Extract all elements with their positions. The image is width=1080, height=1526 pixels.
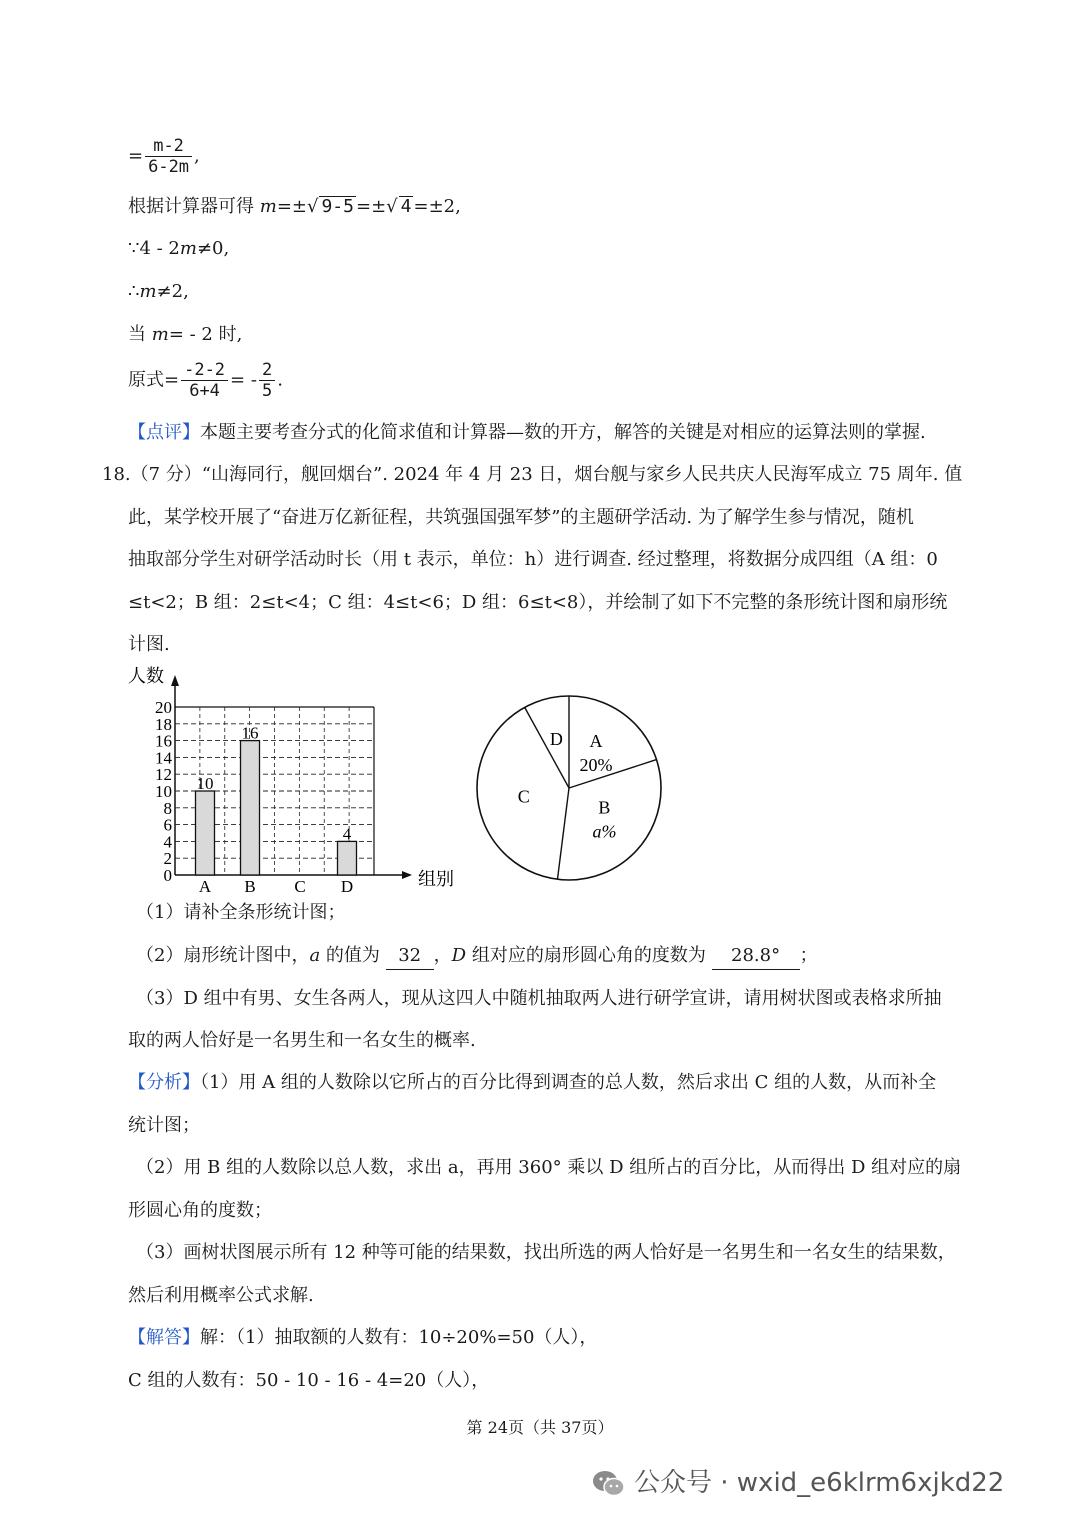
slice-value-A: 20% bbox=[579, 754, 613, 775]
analysis-line-1: 【分析】（1）用 A 组的人数除以它所占的百分比得到调查的总人数，然后求出 C 组的人数，从而补全 bbox=[128, 1072, 937, 1093]
y-tick-label: 0 bbox=[163, 866, 172, 885]
answer-blank-a: 32 bbox=[386, 943, 434, 970]
pie-chart bbox=[472, 693, 672, 893]
slice-label-A: A bbox=[589, 730, 603, 751]
y-tick-label: 18 bbox=[155, 714, 172, 734]
answer-tag: 【解答】 bbox=[128, 1327, 200, 1348]
part-1: （1）请补全条形统计图； bbox=[136, 902, 346, 923]
analysis-line-4: 形圆心角的度数； bbox=[128, 1200, 272, 1221]
y-tick-label: 2 bbox=[163, 849, 172, 869]
part-3-line-1: （3）D 组中有男、女生各两人，现从这四人中随机抽取两人进行研学宣讲，请用树状图或表格求所抽 bbox=[136, 988, 942, 1009]
y-tick-label: 20 bbox=[155, 698, 172, 717]
fraction-original: $\frac{-2-2}{6+4}$ bbox=[181, 360, 228, 401]
solution-line-2: 根据计算器可得 m=±√ 9-5 =±√ 4 =±2, bbox=[128, 196, 461, 217]
x-tick-label-A: A bbox=[198, 877, 212, 895]
answer-blank-angle: 28.8° bbox=[712, 943, 800, 970]
y-tick-label: 8 bbox=[163, 798, 172, 818]
data-label-B: 16 bbox=[241, 723, 259, 743]
y-axis-arrow bbox=[171, 675, 179, 686]
solution-line-1: = $\frac{m-2}{6-2m}$ , bbox=[128, 136, 200, 177]
radical-4: 4 bbox=[400, 196, 412, 217]
question-18-line-1: 18.（7 分）“山海同行，舰回烟台”. 2024 年 4 月 23 日，烟台舰与家乡人民共庆人民海军成立 75 周年. 值 bbox=[102, 464, 963, 485]
fraction-m-minus-2: $\frac{m-2}{6-2m}$ bbox=[145, 136, 192, 177]
y-tick-label: 10 bbox=[155, 782, 172, 801]
bar-B bbox=[241, 741, 260, 875]
y-tick-label: 4 bbox=[163, 832, 172, 852]
wechat-icon bbox=[592, 1470, 626, 1498]
question-18-line-5: 计图. bbox=[128, 634, 170, 655]
bar-D bbox=[338, 841, 357, 875]
page-footer: 第 24页（共 37页） bbox=[466, 1418, 614, 1437]
equals-sign: = bbox=[128, 145, 144, 167]
comment-line: 【点评】本题主要考查分式的化简求值和计算器—数的开方，解答的关键是对相应的运算法则的掌握. bbox=[128, 422, 926, 443]
slice-label-B: B bbox=[598, 797, 611, 818]
y-axis-label: 人数 bbox=[128, 666, 164, 686]
analysis-line-5: （3）画树状图展示所有 12 种等可能的结果数，找出所选的两人恰好是一名男生和一名女生的结果数， bbox=[136, 1242, 956, 1263]
y-tick-label: 14 bbox=[155, 748, 172, 768]
watermark: 公众号 · wxid_e6klrm6xjkd22 bbox=[592, 1462, 1004, 1499]
analysis-line-2: 统计图； bbox=[128, 1115, 200, 1136]
comment-tag: 【点评】 bbox=[128, 422, 200, 443]
solution-line-3: ∵4 - 2m≠0, bbox=[128, 238, 230, 259]
question-18-line-4: ≤t<2；B 组：2≤t<4；C 组：4≤t<6；D 组：6≤t<8），并绘制了如下不完整的条形统计图和扇形统 bbox=[128, 592, 948, 613]
question-18-line-3: 抽取部分学生对研学活动时长（用 t 表示，单位：h）进行调查. 经过整理，将数据分成四组（A 组：0 bbox=[128, 549, 938, 570]
y-tick-label: 12 bbox=[155, 765, 172, 785]
solution-line-5: 当 m= - 2 时, bbox=[128, 324, 243, 345]
analysis-line-3: （2）用 B 组的人数除以总人数，求出 a，再用 360° 乘以 D 组所占的百分比，从而得出 D 组对应的扇 bbox=[136, 1157, 962, 1178]
answer-line-2: C 组的人数有：50 - 10 - 16 - 4=20（人）， bbox=[128, 1370, 490, 1391]
bar-chart bbox=[120, 660, 470, 895]
x-tick-label-B: B bbox=[244, 877, 256, 895]
y-tick-label: 16 bbox=[155, 731, 172, 751]
x-axis-arrow bbox=[402, 871, 412, 879]
question-18-line-2: 此，某学校开展了“奋进万亿新征程，共筑强国强军梦”的主题研学活动. 为了解学生参与情况，随机 bbox=[128, 507, 914, 528]
data-label-A: 10 bbox=[196, 774, 214, 793]
slice-label-D: D bbox=[549, 728, 563, 749]
x-tick-label-C: C bbox=[294, 877, 306, 895]
part-3-line-2: 取的两人恰好是一名男生和一名女生的概率. bbox=[128, 1030, 476, 1051]
y-tick-label: 6 bbox=[163, 815, 172, 835]
solution-line-6: 原式= $\frac{-2-2}{6+4}$ = - $\frac{2}{5}$ . bbox=[128, 360, 283, 401]
part-2: （2）扇形统计图中，a 的值为 32 ，D 组对应的扇形圆心角的度数为 28.8° ； bbox=[136, 943, 818, 970]
x-tick-label-D: D bbox=[340, 877, 354, 895]
answer-line-1: 【解答】解：（1）抽取额的人数有：10÷20%=50（人）， bbox=[128, 1327, 598, 1348]
x-axis-label: 组别 bbox=[418, 869, 454, 889]
radical-9-minus-5: 9-5 bbox=[321, 196, 354, 217]
slice-value-B: a% bbox=[592, 821, 617, 842]
solution-line-4: ∴m≠2, bbox=[128, 281, 189, 302]
slice-label-C: C bbox=[517, 786, 530, 807]
analysis-tag: 【分析】 bbox=[128, 1072, 200, 1093]
fraction-result: $\frac{2}{5}$ bbox=[259, 360, 275, 401]
bar-A bbox=[196, 791, 215, 875]
analysis-line-6: 然后利用概率公式求解. bbox=[128, 1285, 314, 1306]
data-label-D: 4 bbox=[342, 824, 352, 844]
